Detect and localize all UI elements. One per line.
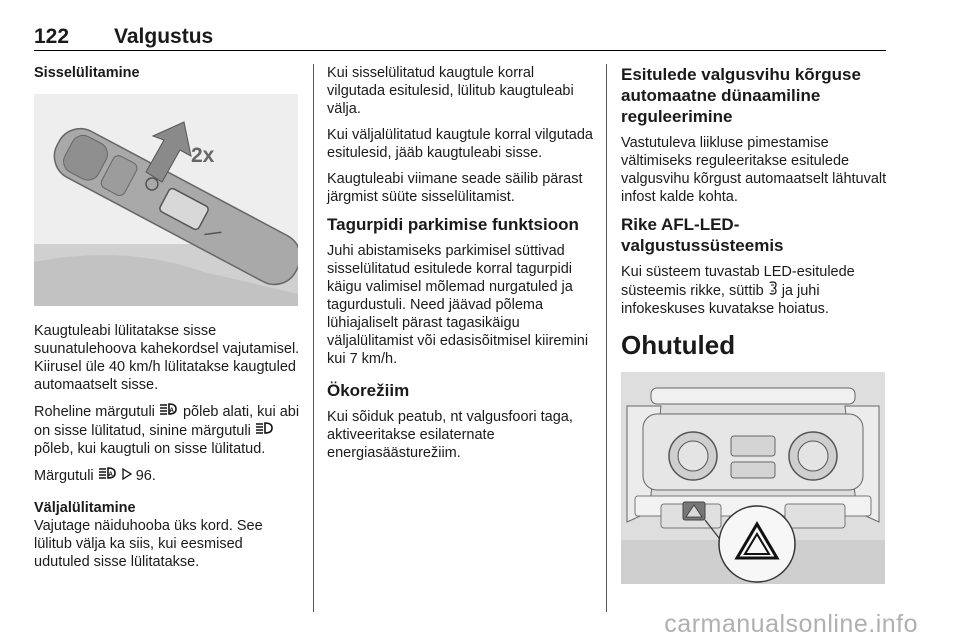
high-beam-icon [255, 421, 275, 435]
paragraph: Kui väljalülitatud kaugtule korral vilgutada esitulesid, jääb kaugtuleabi sisse. [327, 127, 593, 161]
column-divider-1 [313, 64, 314, 612]
high-beam-assist-icon [159, 402, 179, 416]
paragraph: Vastutuleva liikluse pimestamise vältimiseks reguleeritakse esitulede valgusvihu kõrgust automaatselt lähtuvalt infost kalde kohta. [621, 135, 887, 205]
chapter-title: Valgustus [114, 25, 214, 48]
high-beam-assist-icon [98, 466, 118, 480]
column-2 [327, 64, 593, 470]
paragraph: Märgutuli A 96. [34, 468, 156, 484]
stalk-illustration [34, 94, 298, 306]
paragraph: Kaugtuleabi lülitatakse sisse suunatulehoova kahekordsel vajutamisel. Kiirusel üle 40 km/h lülitatakse kaugtuled automaatselt sisse. [34, 323, 300, 393]
page-header [34, 25, 886, 51]
paragraph: Kaugtuleabi viimane seade säilib pärast järgmist süüte sisselülitamist. [327, 171, 583, 205]
header-divider [34, 50, 886, 51]
paragraph: Roheline märgutuli A põleb alati, kui abi on sisse lülitatud, sinine märgutuli põleb, kui kaugtuli on sisse lülitatud. [34, 404, 300, 457]
svg-text:A: A [169, 408, 174, 414]
hazard-switch-illustration [621, 372, 885, 584]
column-3 [621, 64, 887, 584]
column-1 [34, 64, 300, 579]
section-heading-reverse-parking: Tagurpidi parkimise funktsioon [327, 215, 579, 234]
section-heading-auto-levelling: Esitulede valgusvihu kõrguse automaatne dünaamiline reguleerimine [621, 65, 861, 126]
paragraph: Kui süsteem tuvastab LED-esitulede süsteemis rikke, süttib ja juhi infokeskuses kuvatakse hoiatus. [621, 264, 855, 317]
paragraph: Vajutage näiduhooba üks kord. See lülitub välja ka siis, kui eesmised udutuled sisse lülitatakse. [34, 518, 263, 570]
reference-arrow-icon [122, 468, 132, 480]
section-heading-hazard-lights: Ohutuled [621, 330, 736, 360]
paragraph: Kui sisselülitatud kaugtule korral vilgutada esitulesid, lülitub kaugtuleabi välja. [327, 65, 574, 117]
section-heading-eco-mode: Ökorežiim [327, 381, 410, 400]
paragraph: Juhi abistamiseks parkimisel süttivad sisselülitatud esitulede korral tagurpidi käigu valimisel mõlemad nurgatuled ja tagurdustuli. Need jäävad põlema lühiajaliselt pärast tagasikäigu väljalülitamist või edasisõitmisel kiiremini kui 7 km/h. [327, 243, 589, 367]
figure-label: 2x [191, 144, 215, 167]
column-divider-2 [606, 64, 607, 612]
headlight-fault-icon [768, 281, 778, 295]
paragraph: Kui sõiduk peatub, nt valgusfoori taga, aktiveeritakse esilaternate energiasäästurežiim. [327, 409, 573, 461]
section-heading-switch-on: Sisselülitamine [34, 65, 140, 81]
section-heading-switch-off: Väljalülitamine [34, 500, 136, 516]
section-heading-afl-fault: Rike AFL-LED-valgustussüsteemis [621, 215, 784, 255]
svg-text:A: A [108, 472, 113, 478]
page-number: 122 [34, 25, 70, 48]
watermark: carmanualsonline.info [664, 610, 918, 638]
